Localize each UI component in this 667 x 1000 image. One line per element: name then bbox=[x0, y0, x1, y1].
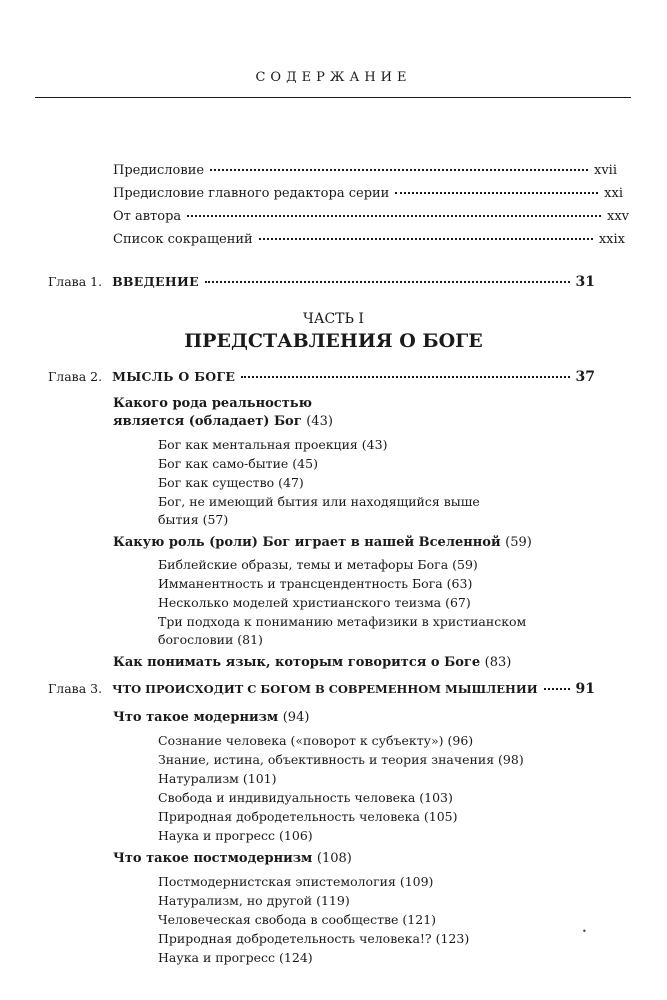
toc-entry-title: Предисловие главного редактора серии bbox=[113, 186, 390, 201]
toc-entry-author-note[interactable] bbox=[113, 209, 629, 225]
toc-chapter-2[interactable] bbox=[48, 369, 595, 385]
toc-section[interactable] bbox=[113, 655, 511, 670]
toc-subsection[interactable]: Натурализм, но другой (119) bbox=[158, 893, 350, 908]
chapter-title: МЫСЛЬ О БОГЕ bbox=[112, 369, 236, 384]
toc-subsection[interactable]: Природная добродетельность человека (105) bbox=[158, 809, 458, 824]
chapter-page: 37 bbox=[575, 369, 595, 385]
toc-entry-page: xxi bbox=[604, 186, 623, 201]
toc-subsection-cont[interactable]: богословии (81) bbox=[158, 632, 263, 647]
toc-subsection[interactable]: Бог, не имеющий бытия или находящийся выше bbox=[158, 494, 480, 509]
section-page: (83) bbox=[484, 655, 512, 670]
chapter-title: ЧТО ПРОИСХОДИТ С БОГОМ В СОВРЕМЕННОМ МЫШЛЕНИИ bbox=[112, 682, 538, 696]
toc-subsection[interactable]: Знание, истина, объективность и теория значения (98) bbox=[158, 752, 524, 767]
section-title: Что такое модернизм bbox=[113, 710, 279, 725]
part-label: ЧАСТЬ I bbox=[303, 311, 364, 327]
chapter-page: 31 bbox=[575, 274, 595, 290]
dot-leader bbox=[205, 281, 570, 283]
dot-leader bbox=[241, 376, 569, 378]
section-page: (59) bbox=[505, 535, 532, 550]
toc-section[interactable] bbox=[113, 535, 532, 550]
toc-subsection[interactable]: Сознание человека («поворот к субъекту») (96) bbox=[158, 733, 474, 748]
toc-section[interactable] bbox=[113, 396, 312, 411]
toc-subsection[interactable]: Три подхода к пониманию метафизики в христианском bbox=[158, 614, 527, 629]
header-rule bbox=[35, 97, 631, 98]
toc-subsection[interactable]: Наука и прогресс (124) bbox=[158, 950, 313, 965]
chapter-page: 91 bbox=[575, 681, 595, 697]
toc-subsection[interactable]: Природная добродетельность человека!? (123) bbox=[158, 931, 470, 946]
dot-leader bbox=[187, 215, 601, 217]
toc-subsection[interactable]: Бог как само-бытие (45) bbox=[158, 456, 318, 471]
chapter-title: ВВЕДЕНИЕ bbox=[112, 274, 199, 289]
toc-subsection[interactable]: Натурализм (101) bbox=[158, 771, 277, 786]
toc-entry-page: xxv bbox=[606, 209, 629, 224]
toc-section-cont[interactable] bbox=[113, 414, 333, 429]
toc-entry-editor-preface[interactable] bbox=[113, 186, 623, 202]
toc-entry-title: Список сокращений bbox=[113, 232, 253, 247]
chapter-label: Глава 2. bbox=[48, 369, 103, 384]
toc-subsection-cont[interactable]: бытия (57) bbox=[158, 512, 229, 527]
toc-subsection[interactable]: Бог как существо (47) bbox=[158, 475, 304, 490]
toc-subsection[interactable]: Бог как ментальная проекция (43) bbox=[158, 437, 388, 452]
chapter-label: Глава 3. bbox=[48, 681, 103, 696]
dot-leader bbox=[544, 688, 570, 690]
toc-subsection[interactable]: Несколько моделей христианского теизма (67) bbox=[158, 595, 471, 610]
toc-entry-page: xxix bbox=[598, 232, 625, 247]
toc-chapter-1[interactable] bbox=[48, 274, 595, 290]
toc-subsection[interactable]: Библейские образы, темы и метафоры Бога (59) bbox=[158, 557, 478, 572]
chapter-label: Глава 1. bbox=[48, 274, 103, 289]
toc-entry-abbreviations[interactable] bbox=[113, 232, 625, 248]
dot-leader bbox=[259, 238, 593, 240]
section-title: Какую роль (роли) Бог играет в нашей Вселенной bbox=[113, 535, 501, 550]
section-page: (94) bbox=[282, 710, 310, 725]
toc-section[interactable] bbox=[113, 710, 309, 725]
toc-subsection[interactable]: Имманентность и трансцендентность Бога (63) bbox=[158, 576, 473, 591]
page-title: СОДЕРЖАНИЕ bbox=[255, 70, 412, 85]
section-title: Как понимать язык, которым говорится о Боге bbox=[113, 655, 481, 670]
section-page: (43) bbox=[306, 414, 333, 429]
toc-subsection[interactable]: Постмодернистская эпистемология (109) bbox=[158, 874, 434, 889]
toc-subsection[interactable]: Наука и прогресс (106) bbox=[158, 828, 313, 843]
dot-leader bbox=[395, 192, 598, 194]
toc-subsection[interactable]: Свобода и индивидуальность человека (103) bbox=[158, 790, 453, 805]
toc-entry-title: Предисловие bbox=[113, 163, 205, 178]
section-title: Какого рода реальностью bbox=[113, 396, 312, 411]
section-page: (108) bbox=[316, 851, 352, 866]
toc-subsection[interactable]: Человеческая свобода в сообществе (121) bbox=[158, 912, 437, 927]
section-title: Что такое постмодернизм bbox=[113, 851, 313, 866]
toc-entry-title: От автора bbox=[113, 209, 182, 224]
toc-entry-preface[interactable] bbox=[113, 163, 617, 179]
dot-leader bbox=[210, 169, 588, 171]
toc-section[interactable] bbox=[113, 851, 352, 866]
part-title: ПРЕДСТАВЛЕНИЯ О БОГЕ bbox=[184, 330, 483, 352]
print-speck: • bbox=[582, 927, 587, 936]
section-title: является (обладает) Бог bbox=[113, 414, 302, 429]
toc-entry-page: xvii bbox=[594, 163, 617, 178]
toc-chapter-3[interactable] bbox=[48, 681, 595, 697]
